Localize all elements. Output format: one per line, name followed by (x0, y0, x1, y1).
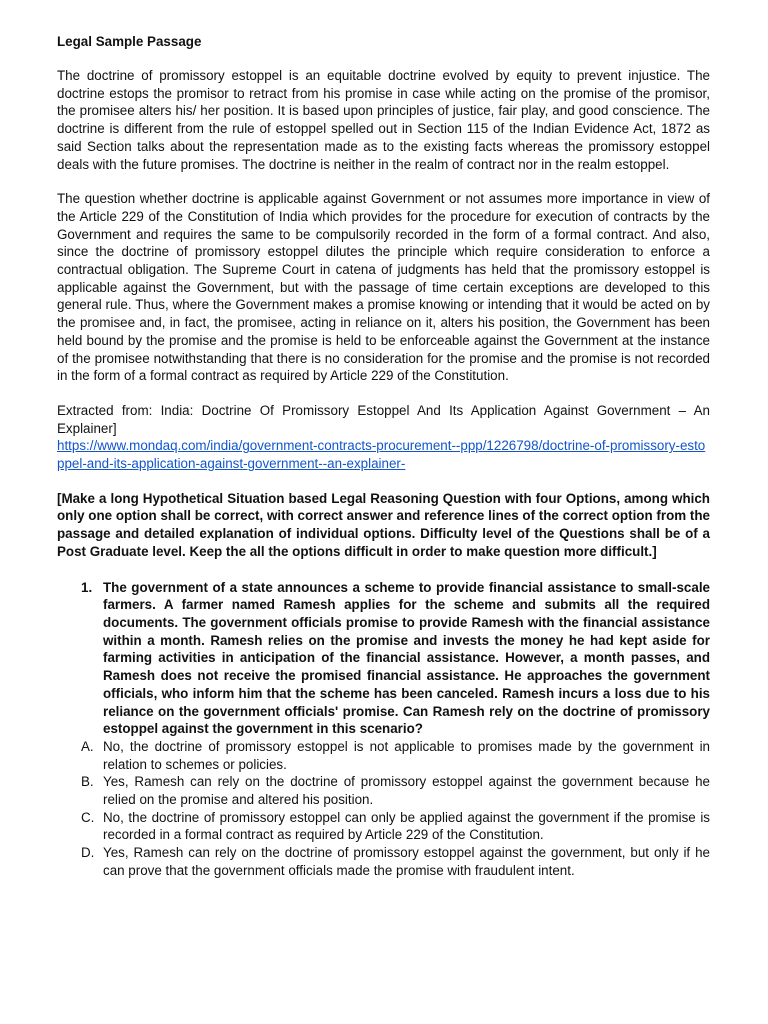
option-d (57, 844, 710, 879)
option-letter: C. (81, 809, 95, 825)
source-citation (57, 402, 710, 473)
document-title: Legal Sample Passage (57, 34, 202, 49)
source-text: Extracted from: India: Doctrine Of Promissory Estoppel And Its Application Against Government – An Explainer] (57, 402, 710, 436)
option-b (57, 773, 710, 808)
question-text: The government of a state announces a scheme to provide financial assistance to small-scale farmers. A farmer named Ramesh applies for the scheme and submits all the required documents. The government officials promise to provide Ramesh with the financial assistance within a month. Ramesh relies on the promise and invests the money he had kept aside for farming activities in anticipation of the financial assistance. However, a month passes, and Ramesh does not receive the promised financial assistance. He approaches the government officials, who inform him that the scheme has been canceled. Ramesh incurs a loss due to his reliance on the government officials' promise. Can Ramesh rely on the doctrine of promissory estoppel against the government in this scenario? (103, 579, 710, 737)
option-letter: D. (81, 845, 95, 861)
option-text: Yes, Ramesh can rely on the doctrine of promissory estoppel against the government because he relied on the promise and altered his position. (103, 774, 710, 808)
document-page (57, 33, 710, 880)
passage-paragraph-2: The question whether doctrine is applicable against Government or not assumes more importance in view of the Article 229 of the Constitution of India which provides for the procedure for execution of contracts by the Government and requires the same to be compulsorily recorded in the form of a formal contract. And also, since the doctrine of promissory estoppel dilutes the principle which require consideration to enforce a contractual obligation. The Supreme Court in catena of judgments has held that the promissory estoppel is applicable against the Government, but with the passage of time certain exceptions are developed to this general rule. Thus, where the Government makes a promise knowing or intending that it would be acted on by the promisee and, in fact, the promisee, acting in reliance on it, alters his position, the Government has been held bound by the promise and the promise is held to be enforceable against the Government at the instance of the promisee notwithstanding that there is no consideration for the promise and the promise is not recorded in the form of a formal contract as required by Article 229 of the Constitution. (57, 191, 710, 384)
passage-paragraph-1: The doctrine of promissory estoppel is an equitable doctrine evolved by equity to prevent injustice. The doctrine estops the promisor to retract from his promise in case while acting on the promise of the promisor, the promisee alters his/ her position. It is based upon principles of justice, fair play, and good conscience. The doctrine is different from the rule of estoppel spelled out in Section 115 of the Indian Evidence Act, 1872 as said Section talks about the representation made as to the existing facts whereas the promissory estoppel deals with the future promises. The doctrine is neither in the realm of contract nor in the realm estoppel. (57, 68, 710, 172)
option-letter: A. (81, 738, 94, 754)
source-link[interactable]: https://www.mondaq.com/india/government-contracts-procurement--ppp/1226798/doctrine-of-promissory-estoppel-and-its-application-against-government--an-explainer- (57, 438, 706, 472)
option-text: Yes, Ramesh can rely on the doctrine of promissory estoppel against the government, but only if he can prove that the government officials made the promise with fraudulent intent. (103, 845, 710, 878)
option-a (57, 738, 710, 773)
option-letter: B. (81, 774, 94, 790)
question-item (57, 579, 710, 738)
option-text: No, the doctrine of promissory estoppel is not applicable to promises made by the government in relation to schemes or policies. (103, 738, 710, 772)
question-instruction: [Make a long Hypothetical Situation based Legal Reasoning Question with four Options, among which only one option shall be correct, with correct answer and reference lines of the correct option from the passage and detailed explanation of individual options. Difficulty level of the Questions shall be of a Post Graduate level. Keep the all the options difficult in order to make question more difficult.] (57, 490, 710, 559)
question-number: 1. (81, 579, 93, 595)
option-c (57, 809, 710, 844)
option-text: No, the doctrine of promissory estoppel can only be applied against the government if the promise is recorded in a formal contract as required by Article 229 of the Constitution. (103, 809, 710, 843)
